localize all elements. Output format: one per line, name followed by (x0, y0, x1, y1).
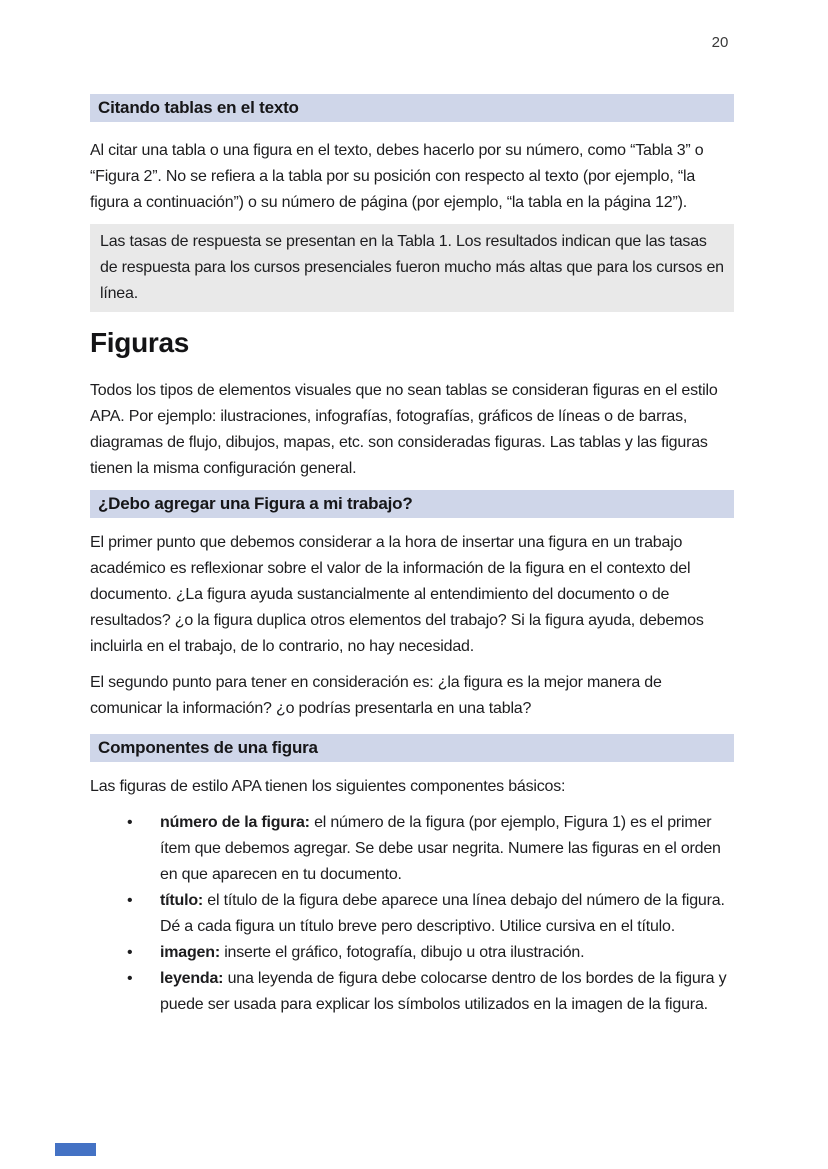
paragraph-figuras-intro: Todos los tipos de elementos visuales que no sean tablas se consideran figuras en el estilo APA. Por ejemplo: ilustraciones, infografías, fotografías, gráficos de líneas o de barras, diagramas de flujo, dibujos, mapas, etc. son consideradas figuras. Las tablas y las figuras tienen la misma configuración general. (90, 382, 718, 477)
bullet-icon: • (127, 892, 133, 909)
example-box-tasas-respuesta: Las tasas de respuesta se presentan en la Tabla 1. Los resultados indican que las tasas de respuesta para los cursos presenciales fueron mucho más altas que para los cursos en línea. (90, 224, 734, 312)
bottom-accent-mark (55, 1143, 96, 1156)
components-list (90, 810, 734, 1018)
bullet-icon: • (127, 944, 133, 961)
title-figuras: Figuras (90, 327, 190, 358)
component-description: una leyenda de figura debe colocarse dentro de los bordes de la figura y puede ser usada para explicar los símbolos utilizados en la imagen de la figura. (160, 970, 727, 1013)
component-description: inserte el gráfico, fotografía, dibujo u otra ilustración. (224, 944, 585, 961)
component-term: número de la figura: (160, 814, 310, 831)
paragraph-citar-tabla: Al citar una tabla o una figura en el texto, debes hacerlo por su número, como “Tabla 3” o “Figura 2”. No se refiera a la tabla por su posición con respecto al texto (por ejemplo, “la figura a continuación”) o su número de página (por ejemplo, “la tabla en la página 12”). (90, 142, 704, 211)
list-item-numero-figura (90, 810, 734, 888)
page-number: 20 (711, 34, 729, 51)
component-term: imagen: (160, 944, 220, 961)
component-description: el número de la figura (por ejemplo, Figura 1) es el primer ítem que debemos agregar. Se debe usar negrita. Numere las figuras en el orden en que aparecen en tu documento. (160, 814, 721, 883)
paragraph-primer-punto: El primer punto que debemos considerar a la hora de insertar una figura en un trabajo académico es reflexionar sobre el valor de la información de la figura en el contexto del documento. ¿La figura ayuda sustancialmente al entendimiento del documento o de resultados? ¿o la figura duplica otros elementos del trabajo? Si la figura ayuda, debemos incluirla en el trabajo, de lo contrario, no hay necesidad. (90, 534, 704, 655)
component-description: el título de la figura debe aparece una línea debajo del número de la figura. Dé a cada figura un título breve pero descriptivo. Utilice cursiva en el título. (160, 892, 725, 935)
component-term: leyenda: (160, 970, 224, 987)
paragraph-segundo-punto: El segundo punto para tener en consideración es: ¿la figura es la mejor manera de comunicar la información? ¿o podrías presentarla en una tabla? (90, 674, 662, 717)
heading-componentes-figura: Componentes de una figura (90, 734, 734, 762)
component-term: título: (160, 892, 204, 909)
bullet-icon: • (127, 970, 133, 987)
bullet-icon: • (127, 814, 133, 831)
list-item-leyenda (90, 966, 734, 1018)
paragraph-componentes-intro: Las figuras de estilo APA tienen los siguientes componentes básicos: (90, 778, 566, 795)
list-item-titulo (90, 888, 734, 940)
heading-debo-agregar-figura: ¿Debo agregar una Figura a mi trabajo? (90, 490, 734, 518)
list-item-imagen (90, 940, 734, 966)
page-content (90, 94, 734, 1018)
heading-citando-tablas: Citando tablas en el texto (90, 94, 734, 122)
